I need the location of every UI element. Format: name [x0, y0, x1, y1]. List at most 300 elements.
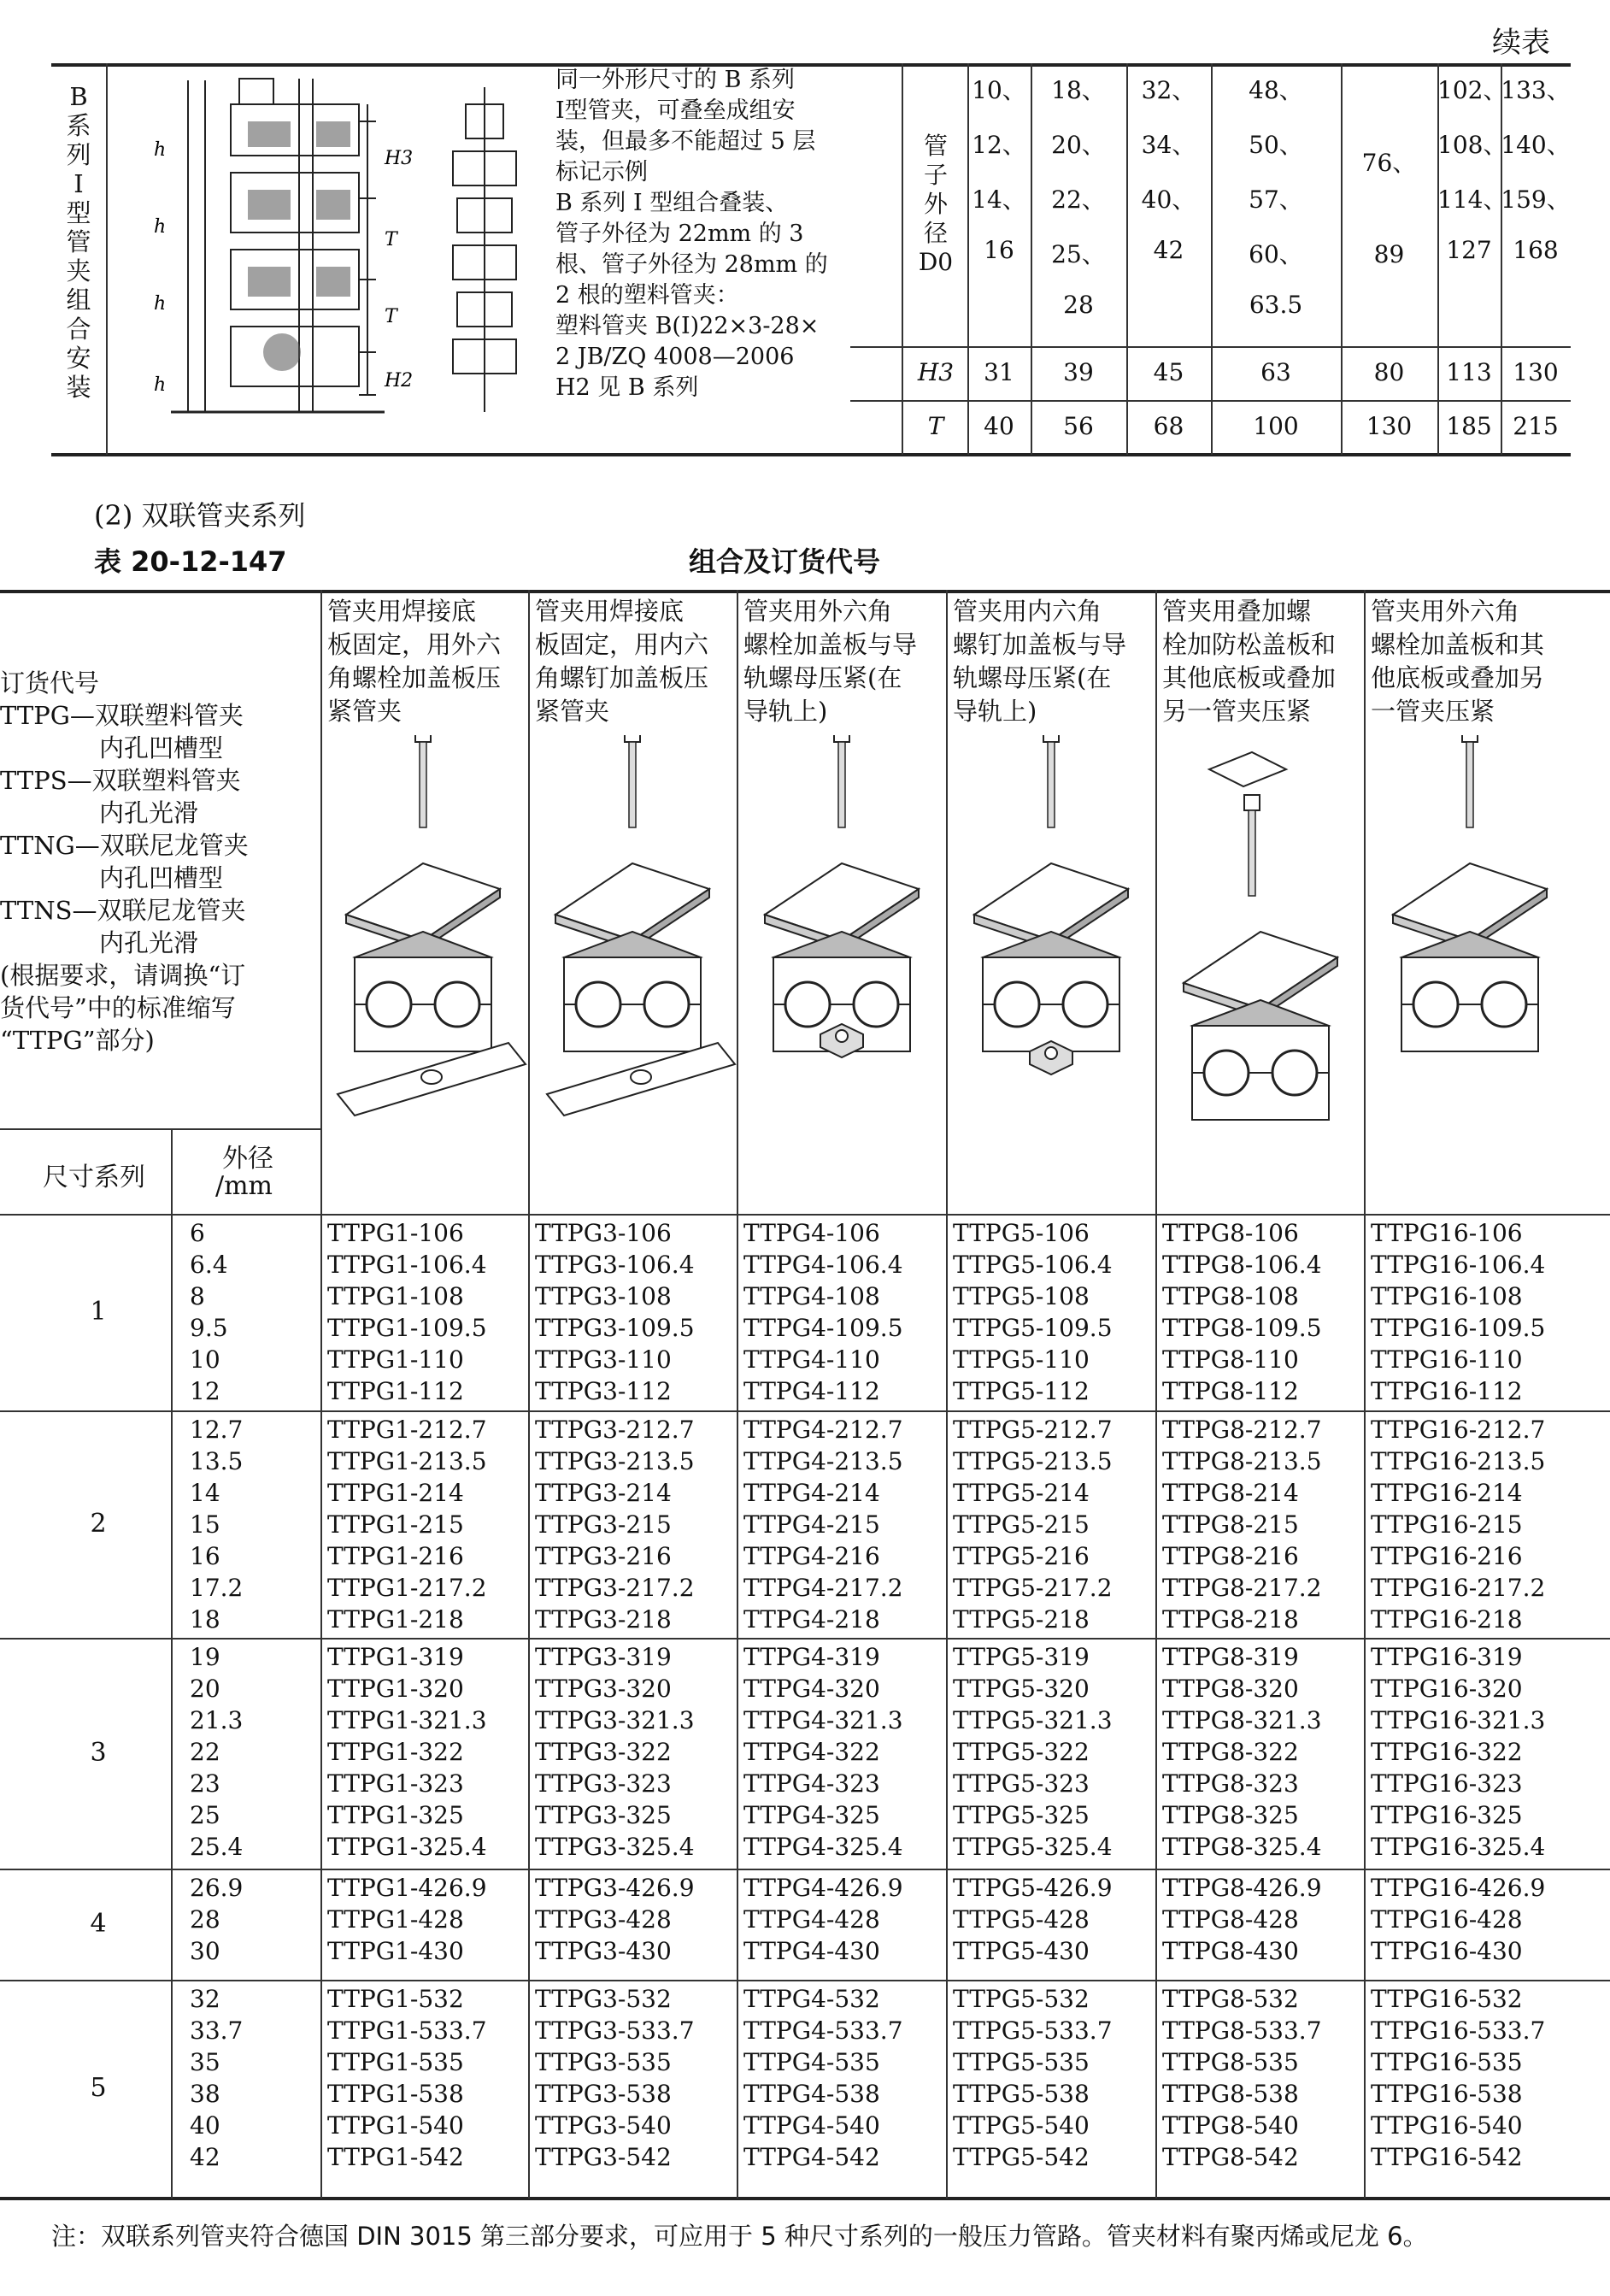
legend-line: 货代号”中的标准缩写 — [0, 993, 236, 1022]
column-header-line: 板固定，用外六 — [327, 630, 502, 659]
order-code: TTPG1-213.5 — [327, 1447, 487, 1475]
diameter-value: 50、 — [1249, 131, 1303, 159]
column-header-line: 轨螺母压紧(在 — [743, 663, 902, 692]
order-code: TTPG8-218 — [1162, 1605, 1299, 1634]
legend-line: TTNG—双联尼龙管夹 — [0, 831, 249, 860]
legend-line: (根据要求，请调换“订 — [0, 961, 246, 990]
order-code: TTPG1-538 — [327, 2080, 464, 2108]
outer-diameter-value: 35 — [190, 2048, 220, 2076]
order-code: TTPG5-112 — [953, 1377, 1090, 1405]
footnote: 注：双联系列管夹符合德国 DIN 3015 第三部分要求，可应用于 5 种尺寸系列的一般压力管路。管夹材料有聚丙烯或尼龙 6。 — [51, 2222, 1428, 2251]
outer-diameter-value: 25 — [190, 1801, 220, 1829]
order-code: TTPG8-320 — [1162, 1675, 1299, 1703]
size-series-value: 3 — [90, 1738, 107, 1768]
diameter-value: 168 — [1513, 236, 1559, 264]
order-code-list — [953, 1641, 1113, 1863]
diameter-value: 16 — [984, 236, 1014, 264]
order-code: TTPG1-212.7 — [327, 1416, 487, 1444]
order-code: TTPG16-533.7 — [1371, 2016, 1546, 2045]
description-line: 同一外形尺寸的 B 系列 — [555, 67, 796, 93]
legend-line: 内孔光滑 — [0, 798, 199, 827]
order-code: TTPG16-109.5 — [1371, 1314, 1546, 1342]
diameter-value: 28 — [1063, 291, 1094, 319]
order-code: TTPG4-320 — [743, 1675, 880, 1703]
order-code: TTPG4-110 — [743, 1345, 880, 1374]
diameter-value: 133、 — [1501, 76, 1571, 104]
diameter-value: 108、 — [1437, 131, 1507, 159]
legend-line: TTPG—双联塑料管夹 — [0, 701, 244, 730]
label-t: T — [385, 306, 397, 327]
clamp-illustrations — [320, 735, 1610, 1214]
order-code: TTPG5-212.7 — [953, 1416, 1113, 1444]
diameter-value: 18、 — [1051, 76, 1106, 104]
order-code: TTPG5-109.5 — [953, 1314, 1113, 1342]
outer-diameter-value: 38 — [190, 2080, 220, 2108]
column-header-line: 紧管夹 — [535, 697, 610, 726]
outer-diameter-value: 21.3 — [190, 1706, 244, 1734]
t-value: 185 — [1446, 412, 1492, 440]
description-line: B 系列 I 型组合叠装、 — [555, 190, 789, 216]
outer-diameter-value: 6.4 — [190, 1251, 228, 1279]
column-header-line: 角螺栓加盖板压 — [327, 663, 502, 692]
order-code: TTPG16-214 — [1371, 1479, 1523, 1507]
order-code-list — [1162, 1641, 1322, 1863]
diameter-label-char: 径 — [923, 219, 948, 247]
order-code: TTPG4-426.9 — [743, 1874, 903, 1902]
order-code: TTPG8-426.9 — [1162, 1874, 1322, 1902]
order-code-list — [1371, 1217, 1545, 1407]
outer-diameter-list — [190, 1217, 228, 1407]
order-code: TTPG16-108 — [1371, 1282, 1523, 1310]
order-code: TTPG3-428 — [535, 1905, 672, 1934]
order-code: TTPG3-216 — [535, 1542, 672, 1570]
column-header-1 — [327, 595, 501, 728]
order-code: TTPG3-218 — [535, 1605, 672, 1634]
order-code: TTPG16-323 — [1371, 1769, 1523, 1798]
order-code: TTPG3-535 — [535, 2048, 672, 2076]
order-code: TTPG3-217.2 — [535, 1574, 695, 1602]
order-code: TTPG5-430 — [953, 1937, 1090, 1965]
column-header-line: 导轨上) — [743, 697, 828, 726]
order-code: TTPG8-106.4 — [1162, 1251, 1322, 1279]
side-label-char: 夹 — [66, 256, 91, 286]
order-code: TTPG8-428 — [1162, 1905, 1299, 1934]
order-code-list — [743, 1872, 903, 1967]
order-code: TTPG8-533.7 — [1162, 2016, 1322, 2045]
order-code: TTPG5-426.9 — [953, 1874, 1113, 1902]
section-title: (2) 双联管夹系列 — [94, 499, 306, 532]
order-code: TTPG3-110 — [535, 1345, 672, 1374]
outer-diameter-value: 15 — [190, 1510, 220, 1539]
order-code: TTPG16-213.5 — [1371, 1447, 1546, 1475]
top-table — [51, 63, 1571, 455]
outer-diameter-value: 18 — [190, 1605, 220, 1634]
diameter-value: 140、 — [1501, 131, 1571, 159]
order-code: TTPG4-535 — [743, 2048, 880, 2076]
order-code-list — [327, 1872, 487, 1967]
order-code-list — [327, 1983, 487, 2173]
order-code: TTPG5-218 — [953, 1605, 1090, 1634]
order-code: TTPG1-533.7 — [327, 2016, 487, 2045]
order-code: TTPG16-325.4 — [1371, 1833, 1546, 1861]
diameter-value: 159、 — [1501, 185, 1571, 214]
order-code: TTPG1-535 — [327, 2048, 464, 2076]
order-code: TTPG4-106.4 — [743, 1251, 903, 1279]
description-line: 管子外径为 22mm 的 3 — [555, 221, 804, 247]
order-code: TTPG1-214 — [327, 1479, 464, 1507]
order-code: TTPG1-325 — [327, 1801, 464, 1829]
order-code: TTPG5-213.5 — [953, 1447, 1113, 1475]
order-code: TTPG4-109.5 — [743, 1314, 903, 1342]
column-header-line: 其他底板或叠加 — [1162, 663, 1337, 692]
order-code: TTPG5-325.4 — [953, 1833, 1113, 1861]
column-header-line: 轨螺母压紧(在 — [953, 663, 1112, 692]
order-code: TTPG4-540 — [743, 2111, 880, 2140]
order-code: TTPG3-112 — [535, 1377, 672, 1405]
column-header-line: 导轨上) — [953, 697, 1037, 726]
order-code: TTPG8-110 — [1162, 1345, 1299, 1374]
column-header-line: 另一管夹压紧 — [1162, 697, 1312, 726]
diameter-row-label — [906, 132, 966, 277]
column-header-line: 管夹用内六角 — [953, 597, 1102, 626]
t-value: 130 — [1366, 412, 1413, 440]
order-code: TTPG1-106.4 — [327, 1251, 487, 1279]
h3-label: H3 — [917, 358, 955, 386]
order-code: TTPG5-323 — [953, 1769, 1090, 1798]
order-code: TTPG5-217.2 — [953, 1574, 1113, 1602]
order-code: TTPG1-325.4 — [327, 1833, 487, 1861]
order-code: TTPG16-106.4 — [1371, 1251, 1546, 1279]
side-label — [51, 82, 106, 402]
order-code: TTPG3-212.7 — [535, 1416, 695, 1444]
description-line: 根、管子外径为 28mm 的 — [555, 251, 828, 278]
column-header-line: 他底板或叠加另 — [1371, 663, 1545, 692]
column-header-3 — [743, 595, 917, 728]
order-code: TTPG16-538 — [1371, 2080, 1523, 2108]
diameter-value: 127 — [1446, 236, 1492, 264]
label-h: h — [154, 374, 167, 396]
column-header-line: 螺栓加盖板和其 — [1371, 630, 1545, 659]
order-code-table — [0, 590, 1610, 2199]
order-code: TTPG16-106 — [1371, 1219, 1523, 1247]
diameter-value: 60、 — [1249, 240, 1303, 268]
order-code: TTPG3-542 — [535, 2143, 672, 2171]
order-code: TTPG1-322 — [327, 1738, 464, 1766]
order-code: TTPG8-217.2 — [1162, 1574, 1322, 1602]
t-value: 215 — [1513, 412, 1559, 440]
order-code: TTPG1-426.9 — [327, 1874, 487, 1902]
outer-diameter-list — [190, 1983, 243, 2173]
order-code: TTPG16-319 — [1371, 1643, 1523, 1671]
column-header-line: 板固定，用内六 — [535, 630, 709, 659]
t-value: 56 — [1063, 412, 1094, 440]
description-line: 装，但最多不能超过 5 层 — [555, 128, 816, 155]
outer-diameter-list — [190, 1414, 243, 1635]
order-code: TTPG5-108 — [953, 1282, 1090, 1310]
order-code: TTPG5-110 — [953, 1345, 1090, 1374]
order-code: TTPG4-325.4 — [743, 1833, 903, 1861]
order-code: TTPG3-430 — [535, 1937, 672, 1965]
order-code-list — [743, 1641, 903, 1863]
order-code-list — [1162, 1983, 1322, 2173]
order-code: TTPG4-214 — [743, 1479, 880, 1507]
column-header-line: 管夹用焊接底 — [327, 597, 477, 626]
order-code: TTPG1-532 — [327, 1985, 464, 2013]
order-code: TTPG1-320 — [327, 1675, 464, 1703]
h3-value: 31 — [984, 358, 1014, 386]
diameter-value: 32、 — [1141, 76, 1196, 104]
side-label-char: 装 — [66, 373, 91, 402]
order-code: TTPG16-112 — [1371, 1377, 1523, 1405]
order-code: TTPG4-106 — [743, 1219, 880, 1247]
label-h3: H3 — [385, 148, 414, 169]
order-code: TTPG3-215 — [535, 1510, 672, 1539]
order-code: TTPG4-218 — [743, 1605, 880, 1634]
order-code: TTPG4-322 — [743, 1738, 880, 1766]
order-code: TTPG16-535 — [1371, 2048, 1523, 2076]
order-code: TTPG16-321.3 — [1371, 1706, 1546, 1734]
outer-diameter-value: 6 — [190, 1219, 205, 1247]
order-code: TTPG8-319 — [1162, 1643, 1299, 1671]
order-code: TTPG1-323 — [327, 1769, 464, 1798]
side-label-char: I — [73, 169, 84, 198]
diameter-value: 12、 — [972, 131, 1026, 159]
order-code: TTPG4-216 — [743, 1542, 880, 1570]
column-header-line: 螺栓加盖板与导 — [743, 630, 918, 659]
outer-diameter-value: 30 — [190, 1937, 220, 1965]
t-value: 40 — [984, 412, 1014, 440]
side-label-char: 型 — [66, 198, 91, 227]
column-header-line: 管夹用外六角 — [743, 597, 893, 626]
order-code-list — [1162, 1217, 1322, 1407]
order-code: TTPG3-532 — [535, 1985, 672, 2013]
order-code-list — [327, 1414, 487, 1635]
order-code: TTPG8-538 — [1162, 2080, 1299, 2108]
order-code: TTPG1-106 — [327, 1219, 464, 1247]
outer-diameter-value: 8 — [190, 1282, 205, 1310]
order-code: TTPG3-320 — [535, 1675, 672, 1703]
order-code-list — [743, 1414, 903, 1635]
size-series-header: 尺寸系列 — [43, 1163, 145, 1192]
outer-diameter-value: 32 — [190, 1985, 220, 2013]
order-code: TTPG5-533.7 — [953, 2016, 1113, 2045]
outer-diameter-value: 20 — [190, 1675, 220, 1703]
order-code-list — [1371, 1872, 1545, 1967]
order-code: TTPG8-109.5 — [1162, 1314, 1322, 1342]
h3-value: 130 — [1513, 358, 1559, 386]
order-code: TTPG5-215 — [953, 1510, 1090, 1539]
order-code: TTPG4-217.2 — [743, 1574, 903, 1602]
outer-diameter-value: 12.7 — [190, 1416, 244, 1444]
order-code: TTPG4-542 — [743, 2143, 880, 2171]
order-code-list — [743, 1983, 903, 2173]
diameter-value: 14、 — [972, 185, 1026, 214]
side-label-char: 安 — [66, 344, 91, 373]
order-code-list — [953, 1983, 1113, 2173]
diameter-label-char: 外 — [923, 190, 948, 218]
order-code: TTPG1-321.3 — [327, 1706, 487, 1734]
order-code: TTPG3-540 — [535, 2111, 672, 2140]
order-code-list — [953, 1872, 1113, 1967]
stack-assembly-drawing — [111, 70, 555, 446]
diameter-value: 20、 — [1051, 131, 1106, 159]
outer-diameter-value: 26.9 — [190, 1874, 244, 1902]
outer-diameter-value: 28 — [190, 1905, 220, 1934]
column-header-6 — [1371, 595, 1544, 728]
order-code-list — [535, 1983, 695, 2173]
order-code: TTPG3-323 — [535, 1769, 672, 1798]
order-code: TTPG8-542 — [1162, 2143, 1299, 2171]
order-code: TTPG1-428 — [327, 1905, 464, 1934]
diameter-value: 114、 — [1437, 185, 1507, 214]
outer-diameter-value: 25.4 — [190, 1833, 244, 1861]
order-code: TTPG3-106 — [535, 1219, 672, 1247]
order-code: TTPG8-325 — [1162, 1801, 1299, 1829]
order-code: TTPG8-430 — [1162, 1937, 1299, 1965]
diameter-label-char: 子 — [923, 161, 948, 189]
table-number: 表 20-12-147 — [94, 545, 287, 578]
order-code: TTPG8-112 — [1162, 1377, 1299, 1405]
outer-diameter-value: 40 — [190, 2111, 220, 2140]
order-code: TTPG16-110 — [1371, 1345, 1523, 1374]
t-label: T — [927, 412, 944, 440]
outer-diameter-value: 23 — [190, 1769, 220, 1798]
diameter-value: 42 — [1153, 236, 1184, 264]
size-series-value: 1 — [90, 1297, 107, 1327]
column-header-4 — [953, 595, 1126, 728]
legend-line: TTNS—双联尼龙管夹 — [0, 896, 246, 925]
diameter-value: 89 — [1373, 240, 1405, 268]
order-code: TTPG16-322 — [1371, 1738, 1523, 1766]
side-label-char: 列 — [66, 140, 91, 169]
order-code: TTPG8-214 — [1162, 1479, 1299, 1507]
order-code: TTPG3-109.5 — [535, 1314, 695, 1342]
description-text — [555, 63, 897, 403]
diameter-value: 40、 — [1141, 185, 1196, 214]
order-code: TTPG3-214 — [535, 1479, 672, 1507]
order-code: TTPG5-321.3 — [953, 1706, 1113, 1734]
order-code: TTPG5-106.4 — [953, 1251, 1113, 1279]
h3-value: 80 — [1373, 358, 1405, 386]
order-code: TTPG8-532 — [1162, 1985, 1299, 2013]
order-code: TTPG16-540 — [1371, 2111, 1523, 2140]
order-code: TTPG5-214 — [953, 1479, 1090, 1507]
order-code-list — [953, 1414, 1113, 1635]
t-value: 100 — [1253, 412, 1299, 440]
description-line: 标记示例 — [555, 159, 648, 185]
legend-line: “TTPG”部分) — [0, 1026, 155, 1055]
column-header-line: 管夹用焊接底 — [535, 597, 685, 626]
column-header-line: 管夹用外六角 — [1371, 597, 1520, 626]
order-code: TTPG5-325 — [953, 1801, 1090, 1829]
order-code-list — [327, 1641, 487, 1863]
order-code: TTPG5-322 — [953, 1738, 1090, 1766]
size-series-value: 2 — [90, 1509, 107, 1539]
outer-diameter-list — [190, 1872, 243, 1967]
column-header-line: 栓加防松盖板和 — [1162, 630, 1337, 659]
label-h: h — [154, 139, 167, 161]
order-code: TTPG16-218 — [1371, 1605, 1523, 1634]
order-code: TTPG4-112 — [743, 1377, 880, 1405]
diameter-value: 25、 — [1051, 240, 1106, 268]
order-code: TTPG4-321.3 — [743, 1706, 903, 1734]
order-code: TTPG4-213.5 — [743, 1447, 903, 1475]
legend-line: 内孔光滑 — [0, 928, 199, 957]
order-code: TTPG8-323 — [1162, 1769, 1299, 1798]
h3-value: 39 — [1063, 358, 1094, 386]
order-code: TTPG1-540 — [327, 2111, 464, 2140]
order-code: TTPG4-215 — [743, 1510, 880, 1539]
order-code: TTPG16-430 — [1371, 1937, 1523, 1965]
order-code: TTPG8-322 — [1162, 1738, 1299, 1766]
order-code: TTPG1-216 — [327, 1542, 464, 1570]
order-code-list — [327, 1217, 487, 1407]
order-code: TTPG5-319 — [953, 1643, 1090, 1671]
legend-line: 内孔凹槽型 — [0, 733, 224, 762]
order-code-list — [535, 1414, 695, 1635]
diameter-value: 102、 — [1437, 76, 1507, 104]
order-code: TTPG3-533.7 — [535, 2016, 695, 2045]
order-code: TTPG5-532 — [953, 1985, 1090, 2013]
description-line: 2 JB/ZQ 4008—2006 — [555, 344, 795, 370]
order-code-list — [535, 1872, 695, 1967]
order-code: TTPG16-426.9 — [1371, 1874, 1546, 1902]
order-code: TTPG8-212.7 — [1162, 1416, 1322, 1444]
order-code: TTPG4-533.7 — [743, 2016, 903, 2045]
label-h2: H2 — [385, 370, 414, 391]
outer-diameter-header: 外径 — [222, 1144, 273, 1174]
column-header-line: 紧管夹 — [327, 697, 402, 726]
size-series-value: 4 — [90, 1909, 107, 1939]
order-code: TTPG4-538 — [743, 2080, 880, 2108]
order-code: TTPG16-216 — [1371, 1542, 1523, 1570]
order-code: TTPG1-218 — [327, 1605, 464, 1634]
column-header-5 — [1162, 595, 1336, 728]
order-code: TTPG8-216 — [1162, 1542, 1299, 1570]
order-code: TTPG1-217.2 — [327, 1574, 487, 1602]
description-line: H2 见 B 系列 — [555, 374, 699, 401]
outer-diameter-value: 22 — [190, 1738, 220, 1766]
outer-diameter-value: 9.5 — [190, 1314, 228, 1342]
order-code: TTPG1-319 — [327, 1643, 464, 1671]
order-code: TTPG4-532 — [743, 1985, 880, 2013]
order-code: TTPG3-213.5 — [535, 1447, 695, 1475]
order-code: TTPG3-538 — [535, 2080, 672, 2108]
description-line: 塑料管夹 B(I)22×3-28× — [555, 313, 820, 339]
diameter-value: 34、 — [1141, 131, 1196, 159]
order-code: TTPG1-542 — [327, 2143, 464, 2171]
order-code: TTPG8-213.5 — [1162, 1447, 1322, 1475]
h3-value: 45 — [1153, 358, 1184, 386]
order-code: TTPG3-322 — [535, 1738, 672, 1766]
column-header-2 — [535, 595, 708, 728]
outer-diameter-value: 14 — [190, 1479, 220, 1507]
side-label-char: 组 — [66, 286, 91, 315]
order-code: TTPG5-216 — [953, 1542, 1090, 1570]
order-code: TTPG16-542 — [1371, 2143, 1523, 2171]
h3-value: 113 — [1446, 358, 1492, 386]
order-code: TTPG16-212.7 — [1371, 1416, 1546, 1444]
order-code: TTPG4-325 — [743, 1801, 880, 1829]
diameter-label-char: D0 — [918, 248, 954, 276]
outer-diameter-value: 33.7 — [190, 2016, 244, 2045]
outer-diameter-value: 10 — [190, 1345, 220, 1374]
order-code-list — [1371, 1641, 1545, 1863]
description-line: 2 根的塑料管夹： — [555, 282, 739, 309]
order-code-list — [953, 1217, 1113, 1407]
continued-label: 续表 — [1492, 26, 1550, 60]
side-label-char: 管 — [66, 227, 91, 256]
